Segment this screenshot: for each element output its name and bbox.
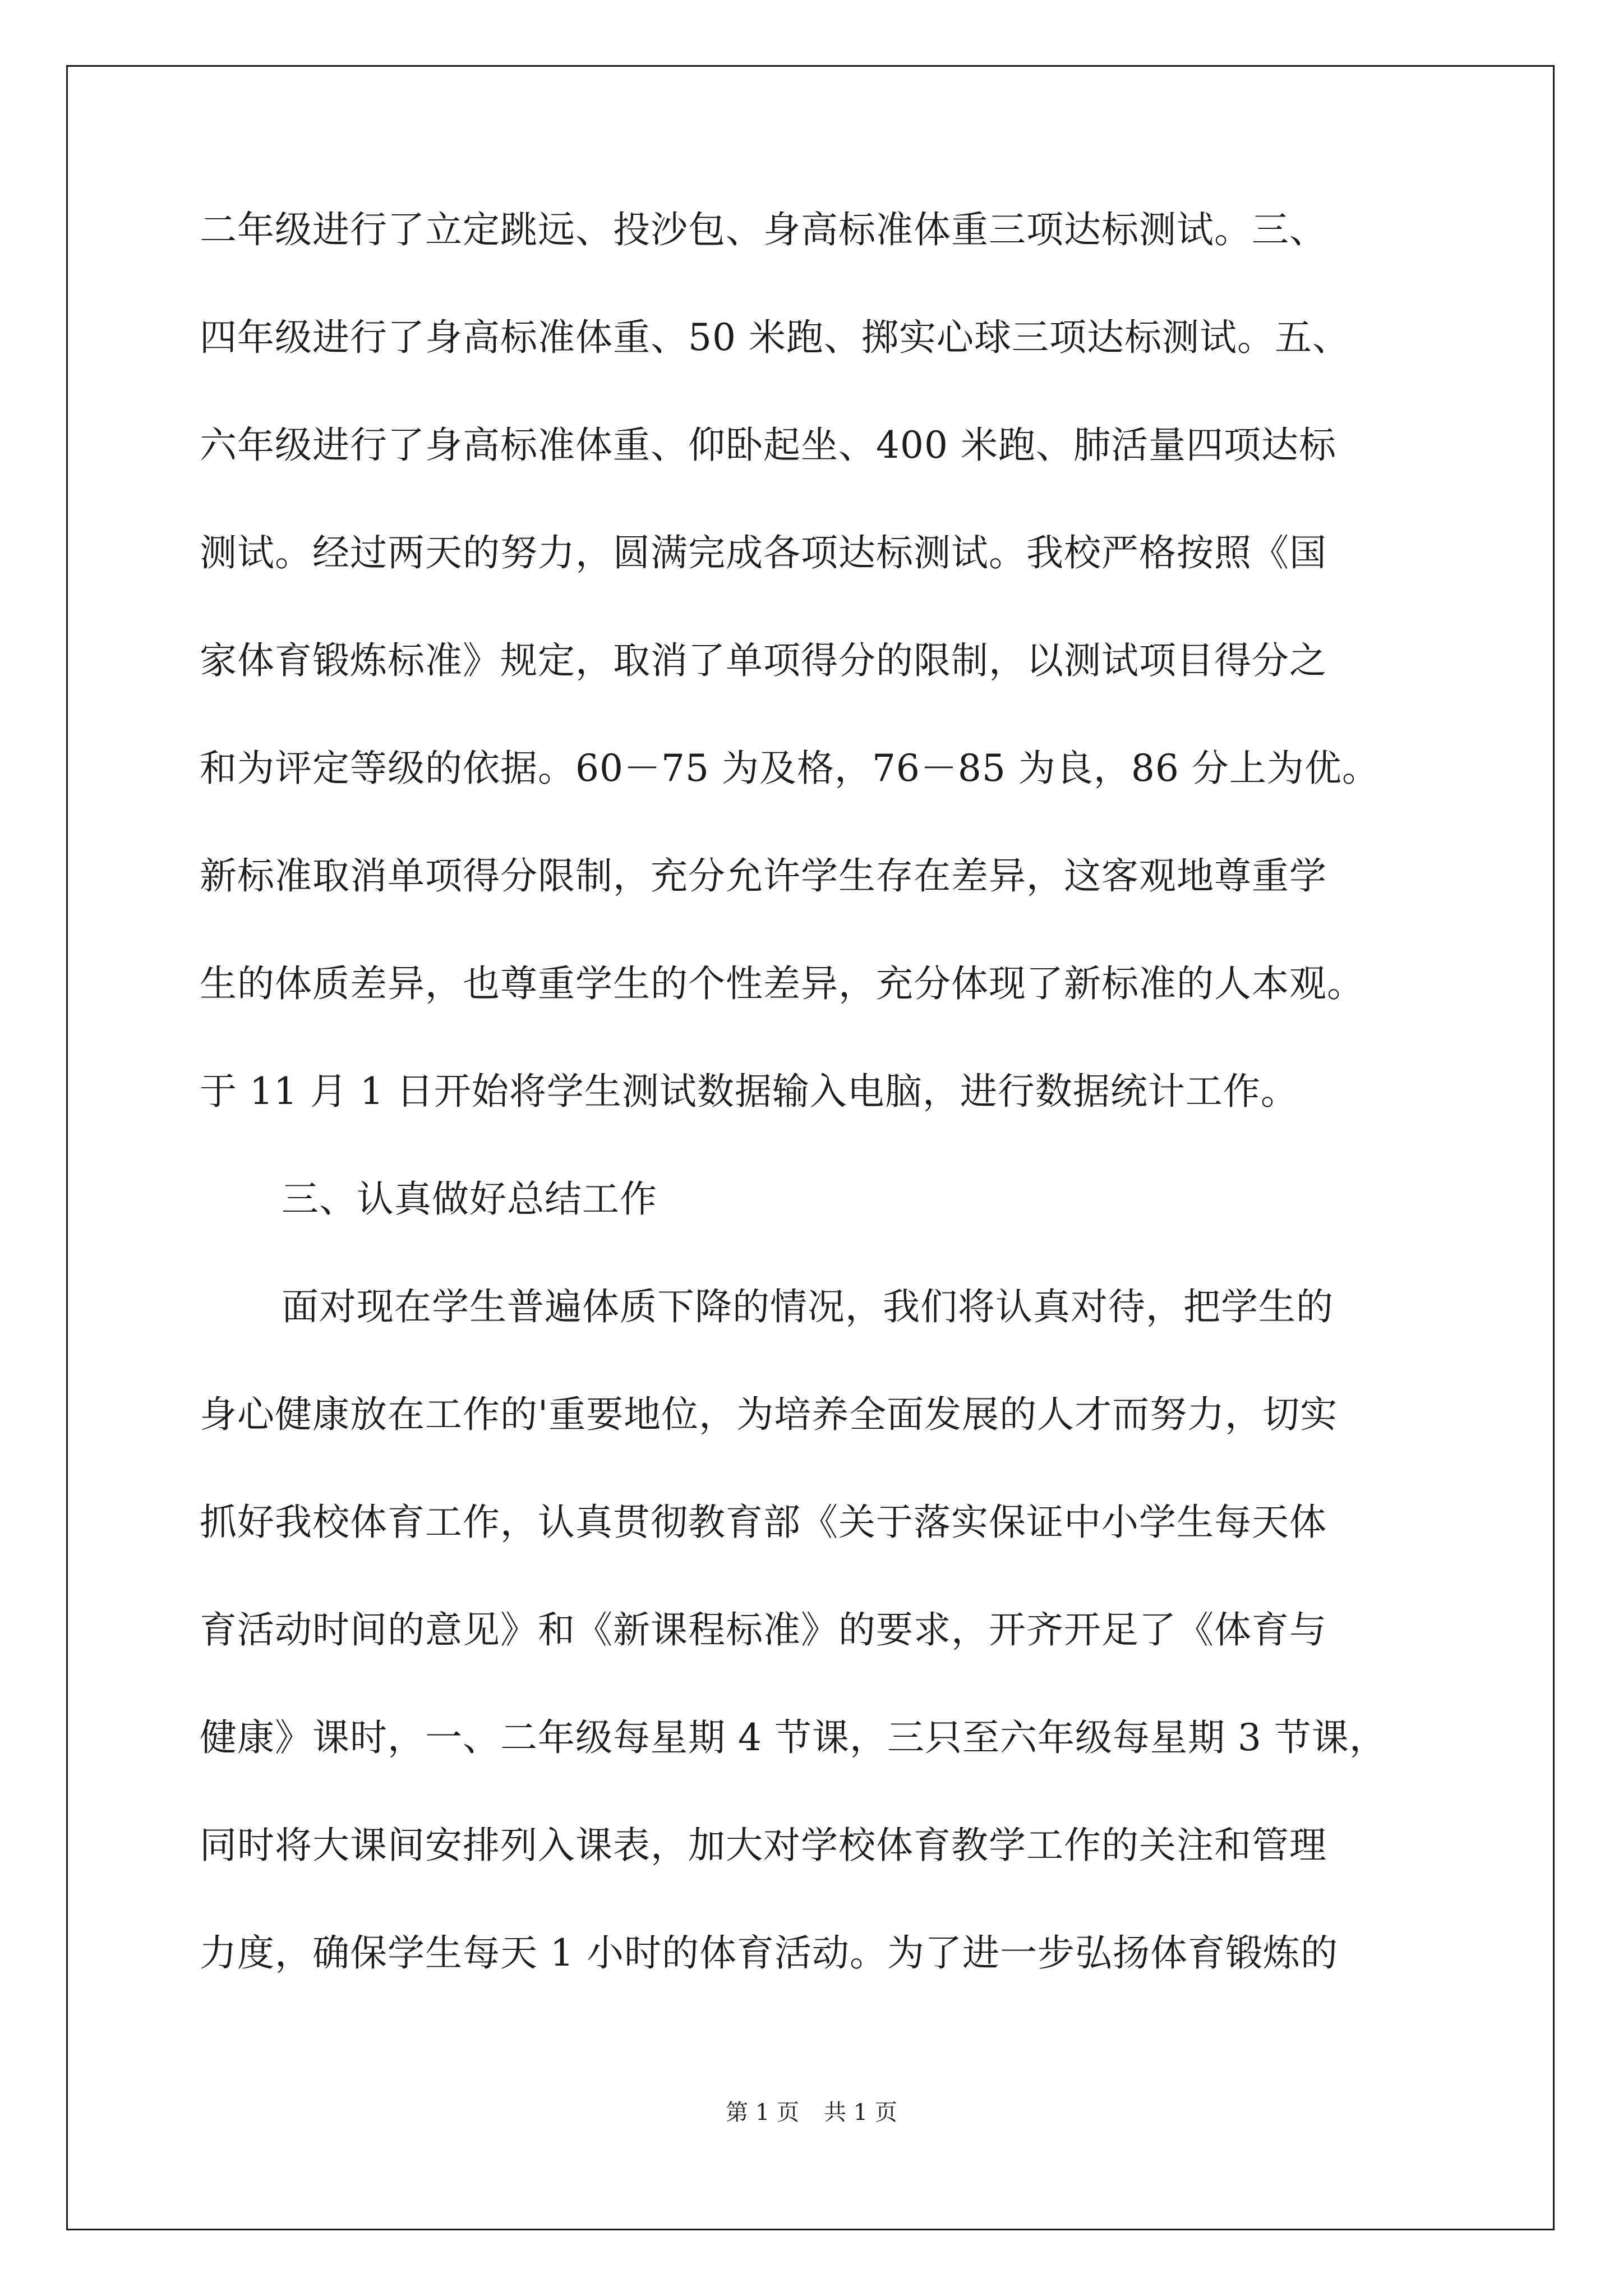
text-line-3: 六年级进行了身高标准体重、仰卧起坐、400 米跑、肺活量四项达标 (200, 424, 1336, 467)
text-line-1: 二年级进行了立定跳远、投沙包、身高标准体重三项达标测试。三、 (200, 208, 1327, 251)
text-line-15: 健康》课时，一、二年级每星期 4 节课，三只至六年级每星期 3 节课， (200, 1716, 1387, 1759)
section-heading: 三、认真做好总结工作 (282, 1177, 657, 1221)
text-line-4: 测试。经过两天的努力，圆满完成各项达标测试。我校严格按照《国 (200, 531, 1327, 574)
text-line-9: 于 11 月 1 日开始将学生测试数据输入电脑，进行数据统计工作。 (200, 1070, 1298, 1113)
text-line-7: 新标准取消单项得分限制，充分允许学生存在差异，这客观地尊重学 (200, 854, 1327, 898)
text-line-6: 和为评定等级的依据。60－75 为及格，76－85 为良，86 分上为优。 (200, 747, 1380, 790)
text-line-12: 身心健康放在工作的'重要地位，为培养全面发展的人才而努力，切实 (200, 1393, 1338, 1436)
paragraph-start: 面对现在学生普遍体质下降的情况，我们将认真对待，把学生的 (282, 1285, 1334, 1328)
page-total: 共 1 页 (824, 2100, 897, 2125)
text-line-5: 家体育锻炼标准》规定，取消了单项得分的限制，以测试项目得分之 (200, 639, 1327, 682)
text-line-8: 生的体质差异，也尊重学生的个性差异，充分体现了新标准的人本观。 (200, 962, 1364, 1005)
page-number: 第 1 页 (726, 2100, 799, 2125)
page-footer (0, 2099, 1623, 2126)
page-border (66, 65, 1555, 2230)
text-line-14: 育活动时间的意见》和《新课程标准》的要求，开齐开足了《体育与 (200, 1608, 1327, 1651)
text-line-13: 抓好我校体育工作，认真贯彻教育部《关于落实保证中小学生每天体 (200, 1501, 1327, 1544)
text-line-2: 四年级进行了身高标准体重、50 米跑、掷实心球三项达标测试。五、 (200, 316, 1350, 359)
text-line-17: 力度，确保学生每天 1 小时的体育活动。为了进一步弘扬体育锻炼的 (200, 1931, 1338, 1975)
text-line-16: 同时将大课间安排列入课表，加大对学校体育教学工作的关注和管理 (200, 1824, 1327, 1867)
